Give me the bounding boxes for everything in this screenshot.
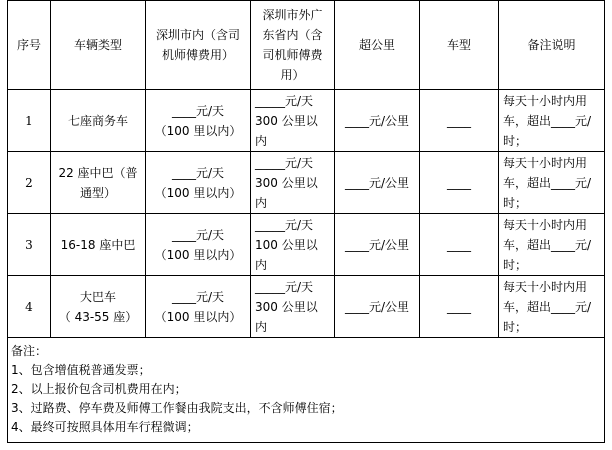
row-seq: 1 bbox=[8, 90, 51, 152]
row-seq: 2 bbox=[8, 152, 51, 214]
out-city-line: _____元/天 bbox=[255, 155, 314, 170]
vehicle-type-line: 通型） bbox=[79, 185, 116, 200]
in-city-line: （100 里以内） bbox=[154, 247, 242, 262]
header-row bbox=[8, 1, 605, 90]
vehicle-type-line: 七座商务车 bbox=[67, 113, 128, 128]
remarks-line: 每天十小时内用 bbox=[503, 155, 588, 170]
in-city-line: （100 里以内） bbox=[154, 309, 242, 324]
out-city-line: _____元/天 bbox=[255, 217, 314, 232]
header-seq: 序号 bbox=[8, 1, 51, 90]
table-row bbox=[8, 276, 605, 338]
out-city-line: 300 公里以 bbox=[255, 175, 318, 190]
in-city-line: （100 里以内） bbox=[154, 185, 242, 200]
row-vehicle-type bbox=[51, 276, 146, 338]
in-city-line: ____元/天 bbox=[171, 165, 225, 180]
row-model: ____ bbox=[420, 90, 499, 152]
vehicle-quote-table bbox=[7, 0, 605, 443]
remarks-line: 车，超出____元/ bbox=[503, 237, 592, 252]
notes-row bbox=[8, 338, 605, 443]
header-remarks: 备注说明 bbox=[499, 1, 605, 90]
row-in-city-price bbox=[146, 214, 251, 276]
row-in-city-price bbox=[146, 90, 251, 152]
in-city-line: （100 里以内） bbox=[154, 123, 242, 138]
in-city-line: ____元/天 bbox=[171, 289, 225, 304]
row-remarks bbox=[499, 90, 605, 152]
in-city-line: ____元/天 bbox=[171, 103, 225, 118]
note-item: 1、包含增值税普通发票； bbox=[11, 363, 151, 377]
row-vehicle-type bbox=[51, 152, 146, 214]
notes-title: 备注： bbox=[11, 344, 48, 358]
remarks-line: 每天十小时内用 bbox=[503, 217, 588, 232]
remarks-line: 每天十小时内用 bbox=[503, 93, 588, 108]
remarks-line: 每天十小时内用 bbox=[503, 279, 588, 294]
note-item: 4、最终可按照具体用车行程微调； bbox=[11, 420, 199, 434]
out-city-line: 100 公里以 bbox=[255, 237, 318, 252]
row-out-city-price bbox=[251, 90, 335, 152]
remarks-line: 时； bbox=[503, 257, 528, 272]
header-over-km: 超公里 bbox=[335, 1, 420, 90]
row-model: ____ bbox=[420, 214, 499, 276]
out-city-line: 内 bbox=[255, 257, 268, 272]
row-out-city-price bbox=[251, 214, 335, 276]
header-in-city-line: 机师傅费用） bbox=[161, 48, 234, 62]
row-seq: 3 bbox=[8, 214, 51, 276]
remarks-line: 时； bbox=[503, 319, 528, 334]
remarks-line: 车，超出____元/ bbox=[503, 175, 592, 190]
out-city-line: _____元/天 bbox=[255, 279, 314, 294]
header-out-city-line: 司机师傅费 bbox=[262, 48, 323, 62]
vehicle-type-line: （ 43-55 座） bbox=[58, 309, 138, 324]
note-item: 2、以上报价包含司机费用在内； bbox=[11, 382, 187, 396]
vehicle-type-line: 22 座中巴（普 bbox=[58, 165, 138, 180]
row-out-city-price bbox=[251, 276, 335, 338]
notes-cell bbox=[8, 338, 605, 443]
row-remarks bbox=[499, 214, 605, 276]
remarks-line: 车，超出____元/ bbox=[503, 113, 592, 128]
vehicle-type-line: 16-18 座中巴 bbox=[60, 237, 136, 252]
table-row bbox=[8, 152, 605, 214]
row-over-km: ____元/公里 bbox=[335, 214, 420, 276]
table-row bbox=[8, 90, 605, 152]
out-city-line: 300 公里以 bbox=[255, 299, 318, 314]
row-seq: 4 bbox=[8, 276, 51, 338]
row-model: ____ bbox=[420, 152, 499, 214]
header-out-city-line: 深圳市外广 bbox=[262, 8, 323, 22]
out-city-line: 300 公里以 bbox=[255, 113, 318, 128]
remarks-line: 车，超出____元/ bbox=[503, 299, 592, 314]
header-vehicle-type: 车辆类型 bbox=[51, 1, 146, 90]
out-city-line: _____元/天 bbox=[255, 93, 314, 108]
out-city-line: 内 bbox=[255, 319, 268, 334]
row-model: ____ bbox=[420, 276, 499, 338]
row-over-km: ____元/公里 bbox=[335, 90, 420, 152]
note-item: 3、过路费、停车费及师傅工作餐由我院支出，不含师傅住宿； bbox=[11, 401, 343, 415]
row-in-city-price bbox=[146, 276, 251, 338]
header-model: 车型 bbox=[420, 1, 499, 90]
header-in-city-line: 深圳市内（含司 bbox=[155, 28, 240, 42]
remarks-line: 时； bbox=[503, 195, 528, 210]
row-out-city-price bbox=[251, 152, 335, 214]
in-city-line: ____元/天 bbox=[171, 227, 225, 242]
row-in-city-price bbox=[146, 152, 251, 214]
row-vehicle-type bbox=[51, 214, 146, 276]
row-over-km: ____元/公里 bbox=[335, 152, 420, 214]
out-city-line: 内 bbox=[255, 133, 268, 148]
row-remarks bbox=[499, 276, 605, 338]
row-vehicle-type bbox=[51, 90, 146, 152]
out-city-line: 内 bbox=[255, 195, 268, 210]
header-in-city bbox=[146, 1, 251, 90]
row-remarks bbox=[499, 152, 605, 214]
header-out-city bbox=[251, 1, 335, 90]
vehicle-type-line: 大巴车 bbox=[79, 289, 116, 304]
header-out-city-line: 用） bbox=[280, 68, 305, 82]
row-over-km: ____元/公里 bbox=[335, 276, 420, 338]
table-row bbox=[8, 214, 605, 276]
remarks-line: 时； bbox=[503, 133, 528, 148]
header-out-city-line: 东省内（含 bbox=[262, 28, 323, 42]
